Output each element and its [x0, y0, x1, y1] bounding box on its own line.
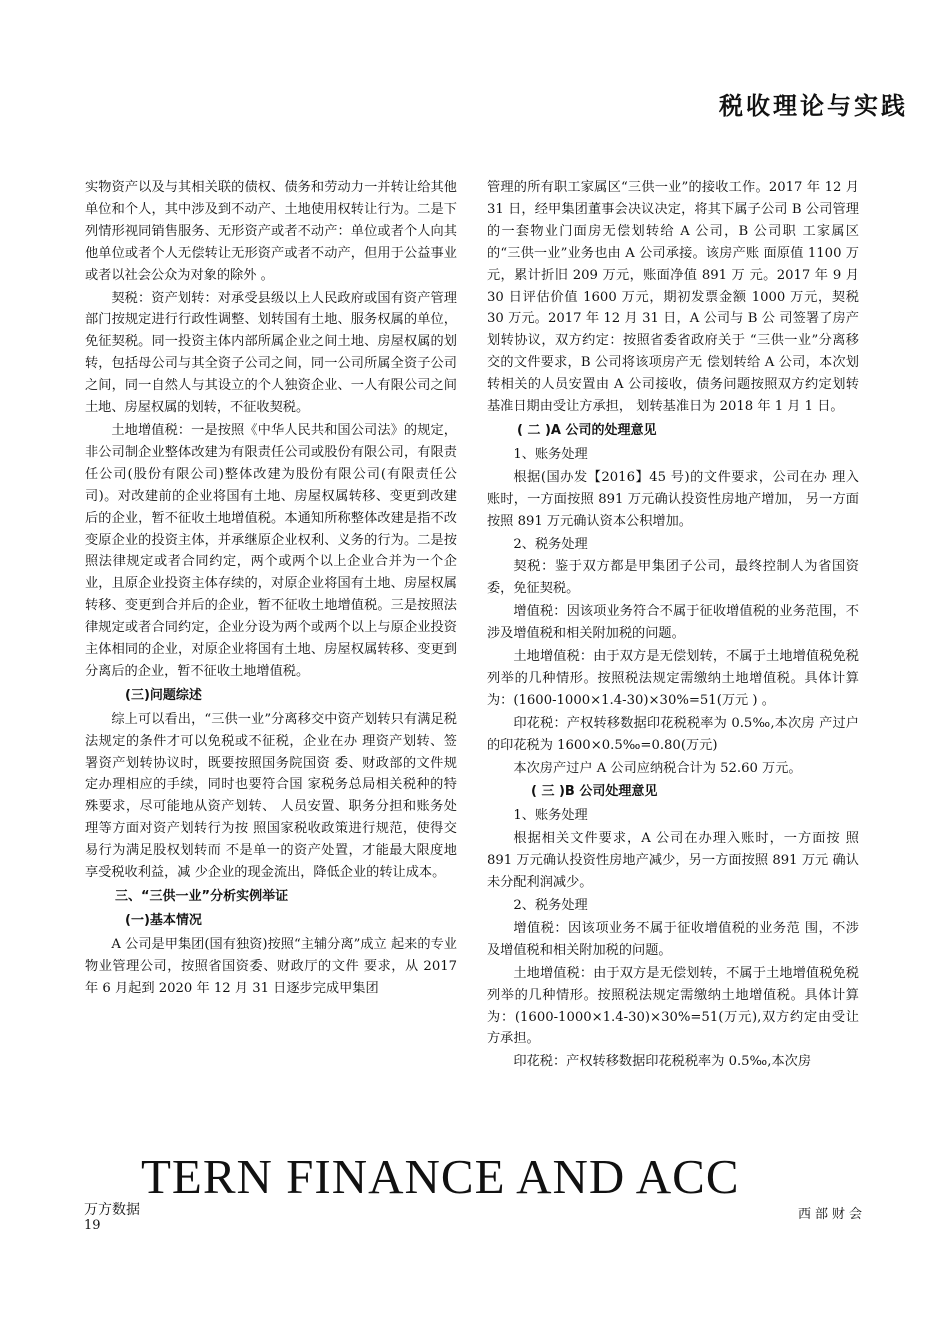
item-heading: 2、税务处理: [513, 536, 588, 552]
item-heading: 1、账务处理: [513, 446, 588, 462]
left-column: [85, 177, 457, 1001]
page-number: 19: [84, 1218, 101, 1233]
paragraph: 土地增值税：由于双方是无偿划转，不属于土地增值税免税列举的几种情形。按照税法规定需缴纳土地增值税。具体计算为：(1600-1000×1.4-30)×30%=51(万元 ) 。: [487, 649, 859, 708]
journal-name: 西部财会: [797, 1207, 866, 1222]
subsection-heading: ( 二 )A 公司的处理意见: [517, 422, 657, 438]
paragraph: 综上可以看出，“三供一业”分离移交中资产划转只有满足税法规定的条件才可以免税或不征税，企业在办 理资产划转、签署资产划转协议时，既要按照国务院国资 委、财政部的文件规定办理相应的手续，同时也要符合国 家税务总局相关税种的特殊要求，尽可能地从资产划转、 人员安置、职务分担和账务处理等方面对资产划转行为按 照国家税收政策进行规范，使得交易行为满足股权划转而 不是单一的资产处置，才能最大限度地享受税收利益，减 少企业的现金流出，降低企业的转让成本。: [85, 711, 457, 881]
subsection-heading: (三)问题综述: [125, 687, 202, 703]
paragraph: 印花税：产权转移数据印花税税率为 0.5‰,本次房 产过户的印花税为 1600×0.5‰=0.80(万元): [487, 715, 859, 753]
subsection-heading: ( 三 )B 公司处理意见: [531, 784, 658, 800]
paragraph: 土地增值税：由于双方是无偿划转，不属于土地增值税免税列举的几种情形。按照税法规定需缴纳土地增值税。具体计算为：(1600-1000×1.4-30)×30%=51(万元),双方约定由受让方承担。: [487, 965, 859, 1047]
footer-banner: TERN FINANCE AND ACC: [141, 1149, 740, 1204]
paragraph: 实物资产以及与其相关联的债权、债务和劳动力一并转让给其他单位和个人，其中涉及到不动产、土地使用权转让行为。二是下列情形视同销售服务、无形资产或者不动产：单位或者个人向其他单位或者个人无偿转让无形资产或者不动产，但用于公益事业或者以社会公众为对象的除外 。: [85, 180, 457, 283]
paragraph: 本次房产过户 A 公司应纳税合计为 52.60 万元。: [513, 760, 802, 776]
subsection-heading: (一)基本情况: [125, 912, 202, 928]
paragraph: 管理的所有职工家属区“三供一业”的接收工作。2017 年 12 月 31 日，经甲集团董事会决议决定，将其下属子公司 B 公司管理的一套物业门面房无偿划转给 A 公司，B 公司职 工家属区的“三供一业”业务也由 A 公司承接。该房产账 面原值 1100 万元，累计折旧 209 万元，账面净值 891 万 元。2017 年 9 月 30 日评估价值 1600 万元，期初发票金额 1000 万元，契税 30 万元。2017 年 12 月 31 日，A 公司与 B 公 司签署了房产划转协议，双方约定：按照省委省政府关于 “三供一业”分离移交的文件要求，B 公司将该项房产无 偿划转给 A 公司，本次划转相关的人员安置由 A 公司接收，债务问题按照双方约定划转基准日期由受让方承担， 划转基准日为 2018 年 1 月 1 日。: [487, 180, 859, 415]
item-heading: 1、账务处理: [513, 808, 588, 824]
paragraph: A 公司是甲集团(国有独资)按照“主辅分离”成立 起来的专业物业管理公司，按照省国资委、财政厅的文件 要求，从 2017 年 6 月起到 2020 年 12 月 31 日逐步完成甲集团: [85, 936, 457, 996]
paragraph: 契税：鉴于双方都是甲集团子公司，最终控制人为省国资委，免征契税。: [487, 559, 859, 597]
paragraph: 增值税：因该项业务不属于征收增值税的业务范 围，不涉及增值税和相关附加税的问题。: [487, 920, 859, 958]
paragraph: 根据(国办发【2016】45 号)的文件要求，公司在办 理入账时，一方面按照 891 万元确认投资性房地产增加， 另一方面按照 891 万元确认资本公积增加。: [487, 469, 859, 529]
right-column: [487, 177, 859, 1074]
paragraph: 印花税：产权转移数据印花税税率为 0.5‰,本次房: [513, 1054, 812, 1070]
paragraph: 土地增值税：一是按照《中华人民共和国公司法》的规定，非公司制企业整体改建为有限责任公司或股份有限公司，有限责任公司(股份有限公司)整体改建为股份有限公司(有限责任公司)。对改建前的企业将国有土地、房屋权属转移、变更到改建后的企业，暂不征收土地增值税。本通知所称整体改建是指不改变原企业的投资主体，并承继原企业权利、义务的行为。二是按照法律规定或者合同约定，两个或两个以上企业合并为一个企业，且原企业投资主体存续的，对原企业将国有土地、房屋权属转移、变更到合并后的企业，暂不征收土地增值税。三是按照法律规定或者合同约定，企业分设为两个或两个以上与原企业投资主体相同的企业，对原企业将国有土地、房屋权属转移、变更到分离后的企业，暂不征收土地增值税。: [85, 422, 457, 679]
paragraph: 增值税：因该项业务符合不属于征收增值税的业务范围，不涉及增值税和相关附加税的问题。: [487, 604, 859, 642]
section-title: 税收理论与实践: [719, 92, 908, 120]
paragraph: 根据相关文件要求，A 公司在办理入账时，一方面按 照 891 万元确认投资性房地产减少，另一方面按照 891 万元 确认未分配利润减少。: [487, 831, 859, 891]
section-heading: 三、“三供一业”分析实例举证: [115, 889, 289, 904]
paragraph: 契税：资产划转：对承受县级以上人民政府或国有资产管理部门按规定进行行政性调整、划转国有土地、服务权属的单位，免征契税。同一投资主体内部所属企业之间土地、房屋权属的划转，包括母公司与其全资子公司之间，同一公司所属全资子公司之间，同一自然人与其设立的个人独资企业、一人有限公司之间土地、房屋权属的划转，不征收契税。: [85, 290, 457, 416]
item-heading: 2、税务处理: [513, 898, 588, 913]
footer-source: 万方数据: [84, 1202, 140, 1218]
